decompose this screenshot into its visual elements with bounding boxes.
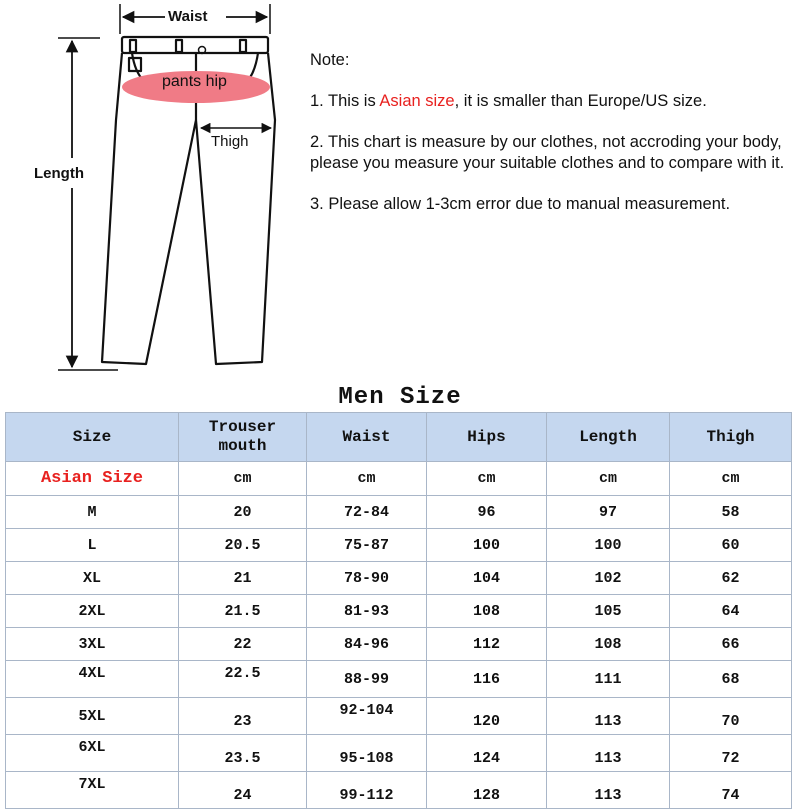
units-asian-size: Asian Size [6,462,179,496]
length-cell: 113 [547,698,670,735]
size-cell: 3XL [6,628,179,661]
header-trouser-mouth [179,413,307,462]
header-row [6,413,792,462]
waist-cell: 75-87 [307,529,427,562]
waist-cell: 88-99 [307,661,427,698]
waist-cell: 78-90 [307,562,427,595]
note-3: 3. Please allow 1-3cm error due to manual measurement. [310,195,731,213]
thigh-cell: 62 [670,562,792,595]
length-cell: 111 [547,661,670,698]
length-cell: 113 [547,772,670,809]
waist-cell: 72-84 [307,496,427,529]
thigh-cell: 58 [670,496,792,529]
waist-cell: 95-108 [307,735,427,772]
length-cell: 108 [547,628,670,661]
waist-cell: 92-104 [307,698,427,735]
hips-cell: 116 [427,661,547,698]
thigh-cell: 70 [670,698,792,735]
table-row [6,595,792,628]
thigh-cell: 72 [670,735,792,772]
thigh-cell: 64 [670,595,792,628]
table-row [6,698,792,735]
units-row [6,462,792,496]
length-label: Length [34,165,84,182]
size-cell: XL [6,562,179,595]
trouser-cell: 23 [179,698,307,735]
hips-cell: 104 [427,562,547,595]
hips-cell: 108 [427,595,547,628]
trouser-cell: 23.5 [179,735,307,772]
table-row [6,562,792,595]
waist-cell: 84-96 [307,628,427,661]
thigh-label: Thigh [211,133,249,150]
note-1 [310,91,795,112]
trouser-cell: 24 [179,772,307,809]
note-1-prefix: 1. This is [310,92,380,110]
trouser-cell: 22 [179,628,307,661]
note-1-suffix: , it is smaller than Europe/US size. [454,92,707,110]
waist-cell: 81-93 [307,595,427,628]
note-1-highlight: Asian size [379,92,455,110]
length-cell: 102 [547,562,670,595]
size-cell: 4XL [6,661,179,698]
table-row [6,772,792,809]
header-size: Size [6,413,179,462]
header-trouser-line2: mouth [218,437,267,455]
length-cell: 113 [547,735,670,772]
notes-heading: Note: [310,51,350,69]
length-cell: 97 [547,496,670,529]
size-cell: L [6,529,179,562]
thigh-cell: 74 [670,772,792,809]
table-row [6,496,792,529]
length-cell: 100 [547,529,670,562]
table-row [6,661,792,698]
size-cell: 2XL [6,595,179,628]
hips-cell: 124 [427,735,547,772]
header-hips: Hips [427,413,547,462]
trouser-cell: 20.5 [179,529,307,562]
units-cell: cm [179,462,307,496]
thigh-cell: 66 [670,628,792,661]
header-length: Length [547,413,670,462]
hips-cell: 128 [427,772,547,809]
notes-block [310,50,795,235]
size-cell: 6XL [6,735,179,772]
header-waist: Waist [307,413,427,462]
table-row [6,628,792,661]
size-cell: M [6,496,179,529]
header-trouser-line1: Trouser [208,418,277,436]
pants-diagram [0,0,300,380]
units-cell: cm [547,462,670,496]
length-cell: 105 [547,595,670,628]
waist-cell: 99-112 [307,772,427,809]
hips-cell: 112 [427,628,547,661]
thigh-cell: 60 [670,529,792,562]
hips-cell: 100 [427,529,547,562]
trouser-cell: 22.5 [179,661,307,698]
table-row [6,735,792,772]
table-row [6,529,792,562]
size-cell: 7XL [6,772,179,809]
header-thigh: Thigh [670,413,792,462]
pants-hip-label: pants hip [162,73,227,90]
hips-cell: 120 [427,698,547,735]
trouser-cell: 21 [179,562,307,595]
trouser-cell: 21.5 [179,595,307,628]
units-cell: cm [427,462,547,496]
thigh-cell: 68 [670,661,792,698]
hips-cell: 96 [427,496,547,529]
trouser-cell: 20 [179,496,307,529]
units-cell: cm [670,462,792,496]
size-cell: 5XL [6,698,179,735]
pants-illustration [0,0,300,380]
size-table [5,412,792,809]
units-cell: cm [307,462,427,496]
note-2: 2. This chart is measure by our clothes, not accroding your body, please you measure your suitable clothes and to compare with it. [310,133,785,172]
table-title: Men Size [338,384,462,411]
waist-label: Waist [168,8,208,25]
